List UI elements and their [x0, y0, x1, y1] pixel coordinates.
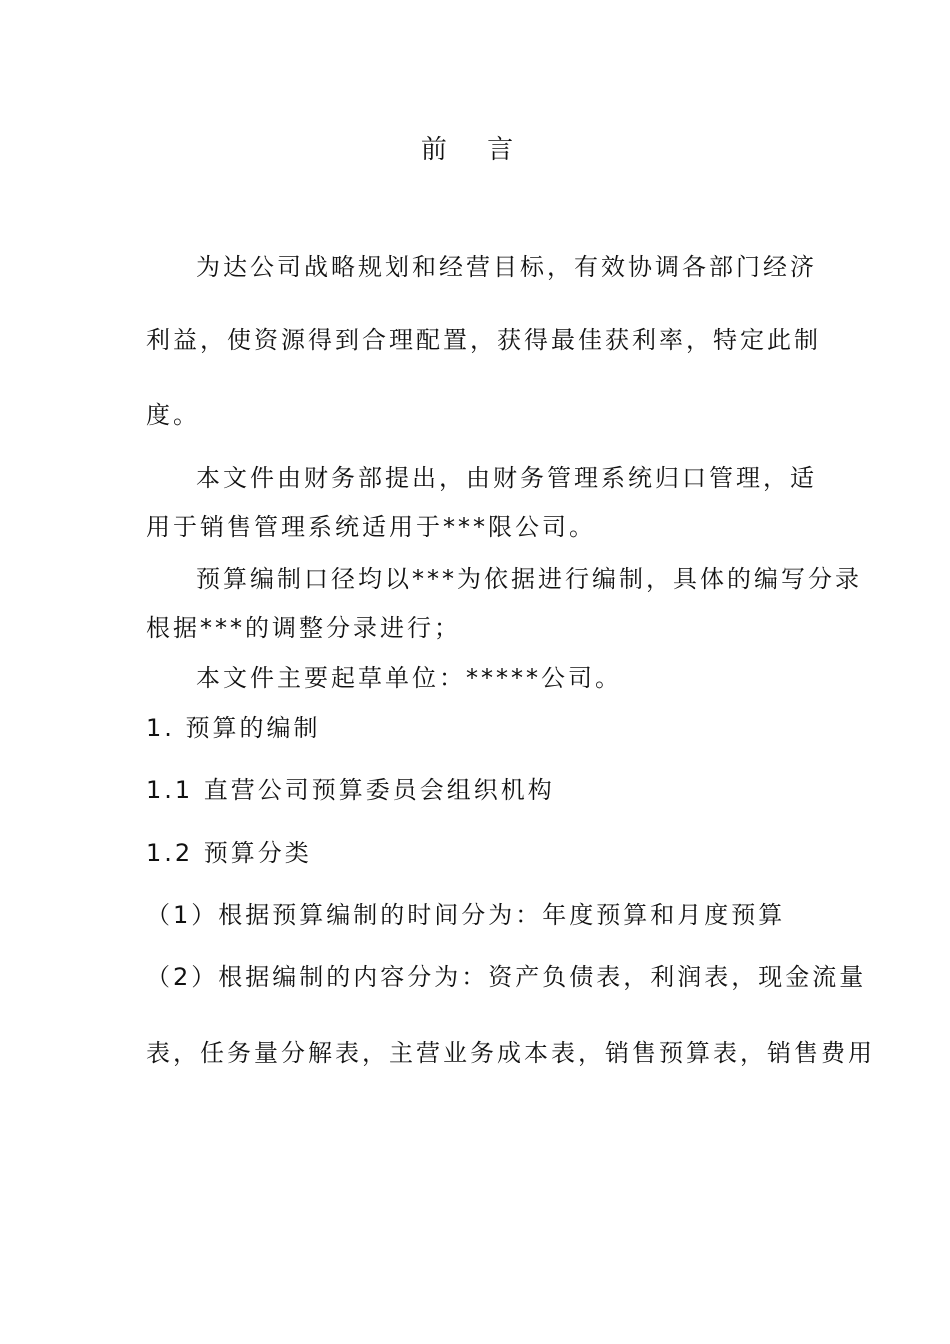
paragraph-line-7: 根据***的调整分录进行；	[146, 614, 461, 642]
list-item-2-continued: 表，任务量分解表，主营业务成本表，销售预算表，销售费用	[146, 1039, 875, 1067]
section-heading-1: 1. 预算的编制	[146, 714, 321, 742]
paragraph-line-1: 为达公司战略规划和经营目标，有效协调各部门经济	[196, 253, 817, 281]
list-item-1: （1）根据预算编制的时间分为：年度预算和月度预算	[146, 901, 786, 929]
paragraph-line-2: 利益，使资源得到合理配置，获得最佳获利率，特定此制	[146, 326, 821, 354]
paragraph-line-8: 本文件主要起草单位：*****公司。	[196, 664, 622, 692]
paragraph-line-3: 度。	[146, 401, 200, 429]
paragraph-line-5: 用于销售管理系统适用于***限公司。	[146, 513, 596, 541]
section-heading-1-1: 1.1 直营公司预算委员会组织机构	[146, 776, 555, 804]
paragraph-line-6: 预算编制口径均以***为依据进行编制，具体的编写分录	[196, 565, 862, 593]
paragraph-line-4: 本文件由财务部提出，由财务管理系统归口管理，适	[196, 464, 817, 492]
page-title: 前 言	[420, 135, 530, 165]
list-item-2: （2）根据编制的内容分为：资产负债表，利润表，现金流量	[146, 963, 867, 991]
section-heading-1-2: 1.2 预算分类	[146, 839, 312, 867]
